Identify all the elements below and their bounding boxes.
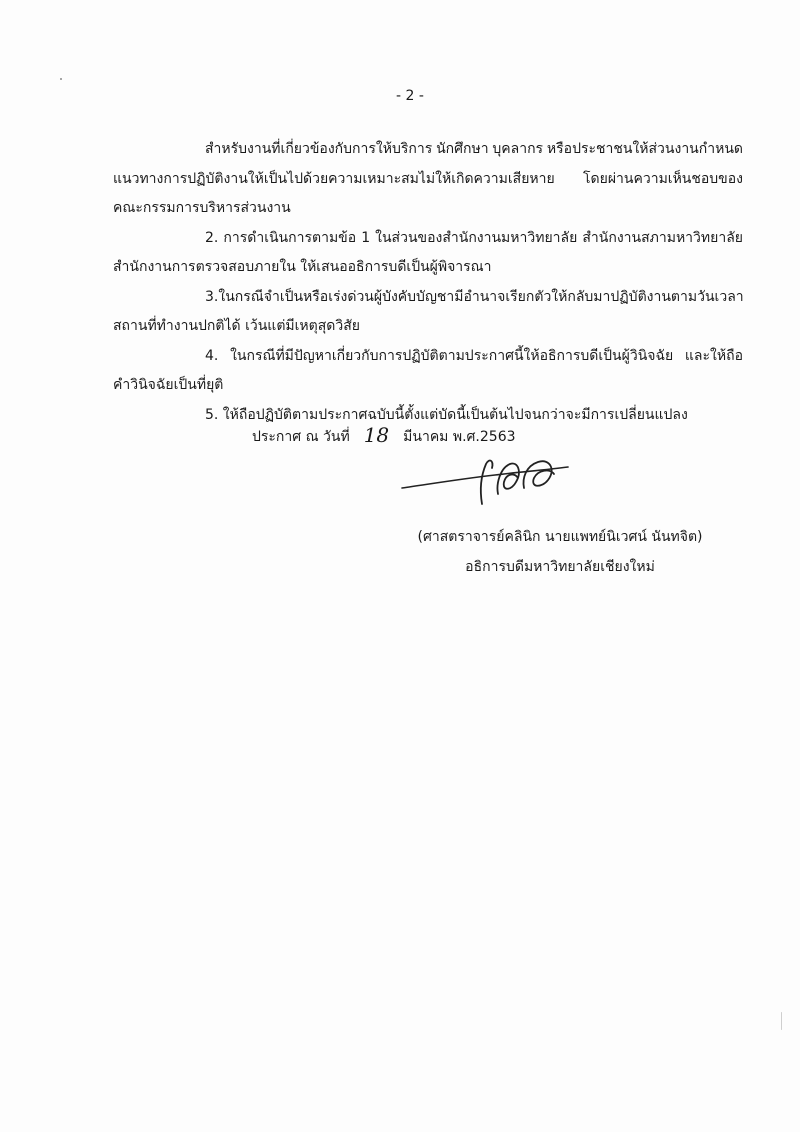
scan-edge-mark xyxy=(781,1012,782,1030)
paragraph-line-3: คณะกรรมการบริหารส่วนงาน xyxy=(113,200,291,216)
item-5-line-1: 5. ให้ถือปฏิบัติตามประกาศฉบับนี้ตั้งแต่บัดนี้เป็นต้นไปจนกว่าจะมีการเปลี่ยนแปลง xyxy=(205,406,688,423)
page-number: - 2 - xyxy=(396,88,424,104)
paragraph-line-2: แนวทางการปฏิบัติงานให้เป็นไปด้วยความเหมาะสมไม่ให้เกิดความเสียหาย โดยผ่านความเห็นชอบของ xyxy=(113,170,743,187)
item-2-line-1: 2. การดำเนินการตามข้อ 1 ในส่วนของสำนักงานมหาวิทยาลัย สำนักงานสภามหาวิทยาลัย xyxy=(205,229,743,246)
signer-title: อธิการบดีมหาวิทยาลัยเชียงใหม่ xyxy=(465,559,655,575)
scan-speck xyxy=(60,78,62,80)
item-2-line-2: สำนักงานการตรวจสอบภายใน ให้เสนออธิการบดีเป็นผู้พิจารณา xyxy=(113,259,492,275)
announcement-body xyxy=(113,135,743,430)
handwritten-day: 18 xyxy=(363,423,390,447)
date-prefix: ประกาศ ณ วันที่ xyxy=(252,429,350,445)
item-4-line-2: คำวินิจฉัยเป็นที่ยุติ xyxy=(113,377,224,393)
signature-image xyxy=(400,448,570,510)
item-4-line-1: 4. ในกรณีที่มีปัญหาเกี่ยวกับการปฏิบัติตามประกาศนี้ให้อธิการบดีเป็นผู้วินิจฉัย และให้ถือ xyxy=(205,347,743,364)
item-3-line-1: 3. ในกรณีจำเป็นหรือเร่งด่วนผู้บังคับบัญชามีอำนาจเรียกตัวให้กลับมาปฏิบัติงานตามวันเวลา xyxy=(205,288,744,305)
signer-name: (ศาสตราจารย์คลินิก นายแพทย์นิเวศน์ นันทจิต) xyxy=(417,529,703,545)
item-3-line-2: สถานที่ทำงานปกติได้ เว้นแต่มีเหตุสุดวิสัย xyxy=(113,318,360,334)
paragraph-line-1: สำหรับงานที่เกี่ยวข้องกับการให้บริการ นักศึกษา บุคลากร หรือประชาชนให้ส่วนงานกำหนด xyxy=(205,141,743,157)
announcement-date xyxy=(252,422,516,448)
date-month-year: มีนาคม พ.ศ.2563 xyxy=(403,429,516,445)
